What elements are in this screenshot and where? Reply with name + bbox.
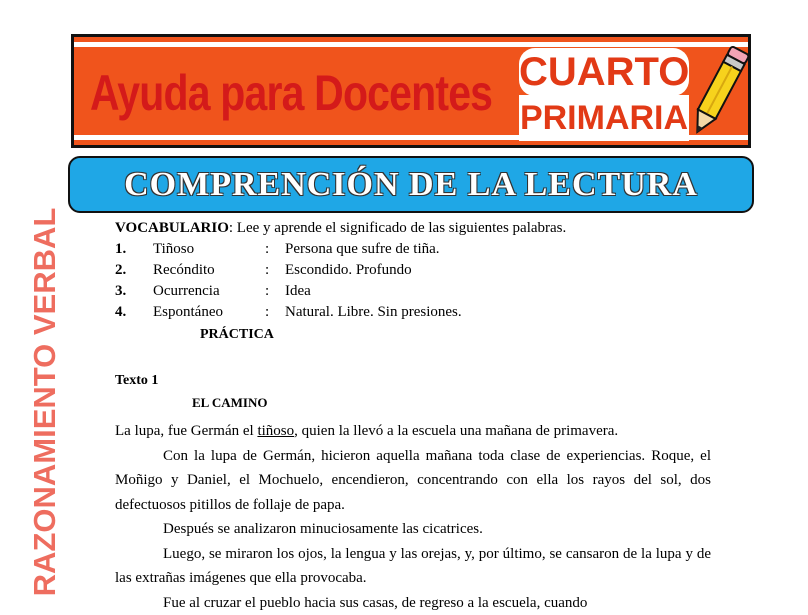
pencil-icon (686, 39, 750, 147)
item-colon: : (265, 281, 269, 302)
vocabulary-item (115, 260, 711, 281)
brand-title-part2: Docentes (314, 65, 492, 121)
item-colon: : (265, 260, 269, 281)
item-definition: Escondido. Profundo (285, 260, 412, 281)
vocabulary-word-underlined: tiñoso (257, 423, 294, 439)
vocabulary-header (115, 218, 711, 239)
item-definition: Persona que sufre de tiña. (285, 239, 440, 260)
sidebar-vertical-label (15, 237, 75, 567)
item-number: 4. (115, 302, 126, 323)
item-number: 2. (115, 260, 126, 281)
item-number: 3. (115, 281, 126, 302)
vocabulary-instruction: : Lee y aprende el significado de las siguientes palabras. (229, 220, 566, 236)
reading-title: EL CAMINO (192, 392, 711, 413)
item-word: Recóndito (153, 260, 215, 281)
paragraph: Luego, se miraron los ojos, la lengua y las orejas, y, por último, se cansaron de la lupa y de las extrañas imágenes que ella provocaba. (115, 542, 711, 591)
item-number: 1. (115, 239, 126, 260)
banner-stripe (74, 42, 748, 47)
vocabulary-heading: VOCABULARIO (115, 220, 229, 236)
item-word: Ocurrencia (153, 281, 220, 302)
paragraph: Fue al cruzar el pueblo hacia sus casas, de regreso a la escuela, cuando (115, 591, 711, 615)
item-colon: : (265, 302, 269, 323)
vocabulary-item (115, 302, 711, 323)
header-banner (71, 34, 751, 148)
vocabulary-item (115, 239, 711, 260)
item-word: Espontáneo (153, 302, 223, 323)
text-label: Texto 1 (115, 370, 711, 391)
section-title: COMPRENCIÓN DE LA LECTURA (124, 166, 698, 204)
paragraph-text: La lupa, fue Germán el (115, 423, 257, 439)
paragraph: Después se analizaron minuciosamente las cicatrices. (115, 517, 711, 542)
reading-passage (115, 419, 711, 615)
grade-label-line2: PRIMARIA (519, 97, 689, 139)
subject-label: RAZONAMIENTO VERBAL (27, 208, 63, 597)
practice-heading: PRÁCTICA (200, 324, 711, 345)
paragraph: Con la lupa de Germán, hicieron aquella mañana toda clase de experiencias. Roque, el Moñigo y Daniel, el Mochuelo, encendieron, concentrando con ella los rayos del sol, dos defectuosos pitillos de follaje de papa. (115, 444, 711, 518)
item-definition: Idea (285, 281, 311, 302)
grade-label-line1: CUARTO (519, 49, 689, 95)
brand-title (90, 51, 443, 135)
item-definition: Natural. Libre. Sin presiones. (285, 302, 462, 323)
item-word: Tiñoso (153, 239, 194, 260)
paragraph-text: , quien la llevó a la escuela una mañana de primavera. (294, 423, 618, 439)
item-colon: : (265, 239, 269, 260)
vocabulary-item (115, 281, 711, 302)
section-title-bar (68, 156, 754, 213)
document-body (115, 218, 711, 615)
brand-title-part1: Ayuda para (90, 65, 314, 121)
paragraph (115, 419, 711, 444)
